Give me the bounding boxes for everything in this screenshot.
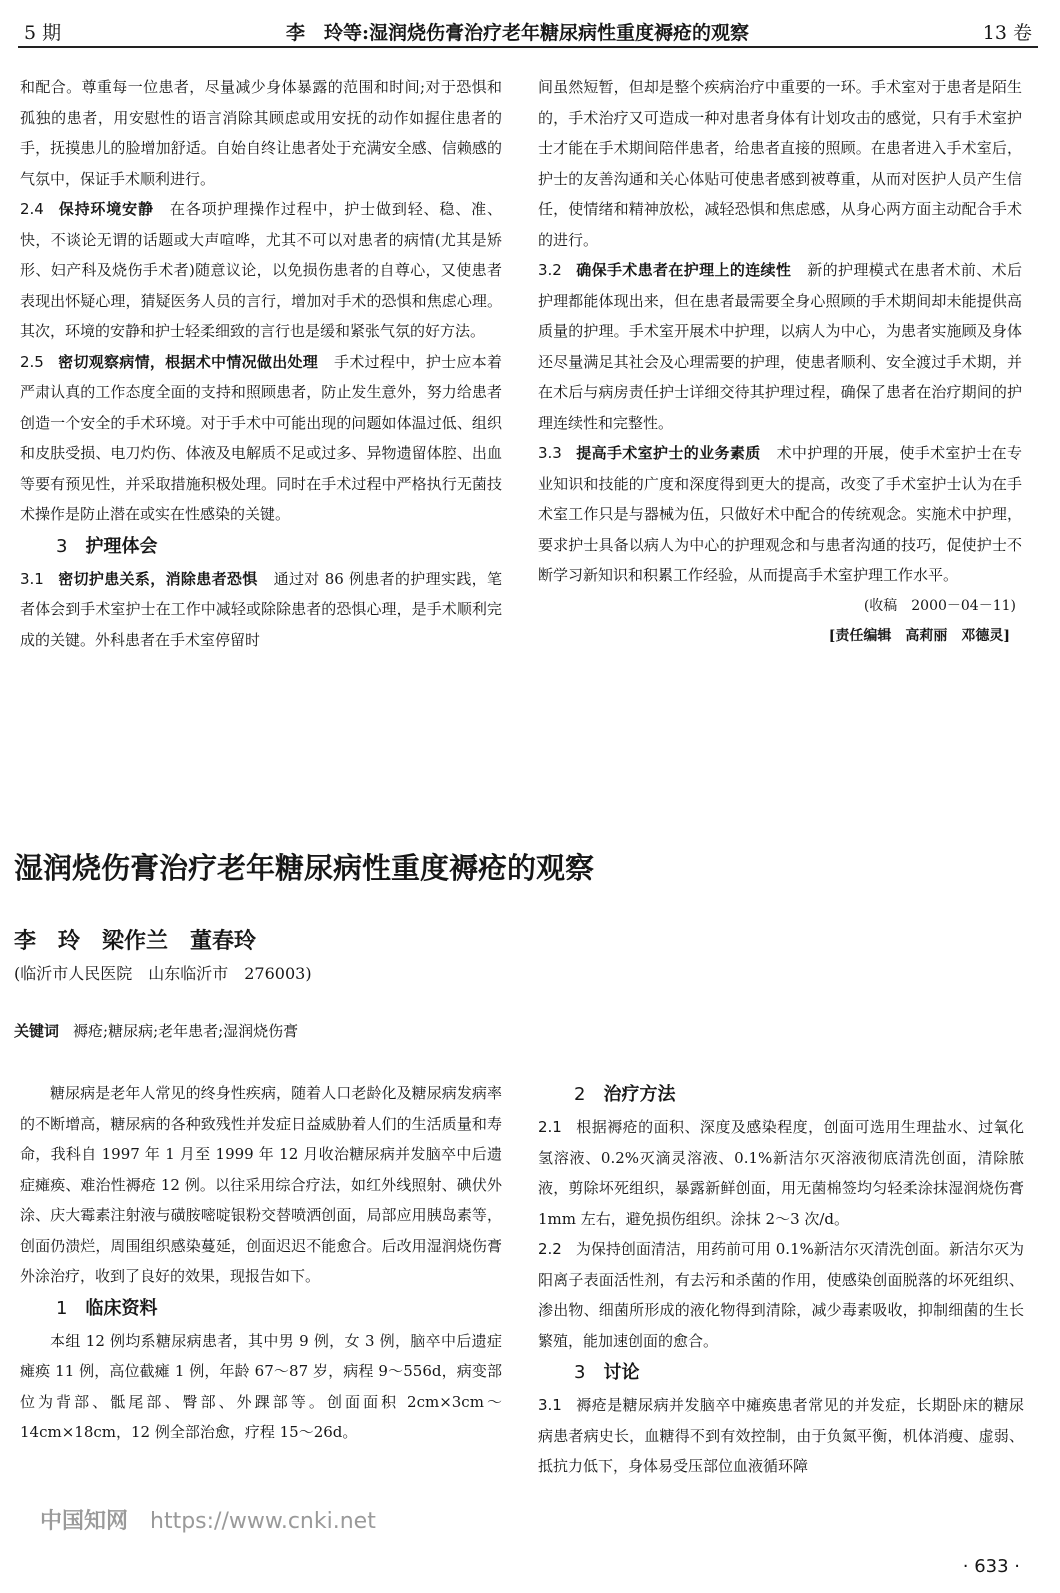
paragraph	[538, 1234, 1024, 1356]
subsection-number: 3.1	[20, 569, 44, 588]
section-title: 临床资料	[85, 1297, 158, 1319]
section-heading	[538, 1078, 1024, 1112]
keywords-line	[14, 1020, 298, 1041]
paragraph	[538, 1390, 1024, 1482]
page-number: · 633 ·	[962, 1556, 1020, 1577]
issue-label: 5 期	[24, 22, 62, 44]
subsection-number: 2.5	[20, 352, 44, 371]
top-left-column	[20, 72, 502, 655]
paragraph-text: 间虽然短暂，但却是整个疾病治疗中重要的一环。手术室对于患者是陌生的，手术治疗又可造成一种对患者身体有计划攻击的感觉，只有手术室护士才能在手术期间陪伴患者，给患者直接的照顾。在患者进入手术室后，护士的友善沟通和关心体贴可使患者感到被尊重，从而对医护人员产生信任，使情绪和精神放松，减轻恐惧和焦虑感，从身心两方面主动配合手术的进行。	[538, 78, 1022, 249]
subsection-number: 2.4	[20, 200, 44, 218]
paragraph-text: 在各项护理操作过程中，护士做到轻、稳、准、快，不谈论无谓的话题或大声喧哗，尤其不可以对患者的病情(尤其是矫形、妇产科及烧伤手术者)随意议论，以免损伤患者的自尊心，又使患者表现出怀疑心理，猜疑医务人员的言行，增加对手术的恐惧和焦虑心理。其次，环境的安静和护士轻柔细致的言行也是缓和紧张气氛的好方法。	[20, 200, 502, 340]
watermark-brand: 中国知网	[40, 1509, 129, 1534]
subsection-heading: 确保手术患者在护理上的连续性	[575, 261, 792, 279]
subsection-number: 3.2	[538, 261, 562, 279]
section-number: 1	[56, 1297, 68, 1319]
paragraph-text: 褥疮是糖尿病并发脑卒中瘫痪患者常见的并发症，长期卧床的糖尿病患者病史长，血糖得不到有效控制，由于负氮平衡，机体消瘦、虚弱、抵抗力低下，身体易受压部位血液循环障	[538, 1396, 1024, 1475]
paragraph-text: 术中护理的开展，使手术室护士在专业知识和技能的广度和深度得到更大的提高，改变了手术室护士认为在手术室工作只是与器械为伍，只做好术中配合的传统观念。实施术中护理，要求护士具备以病人为中心的护理观念和与患者沟通的技巧，促使护士不断学习新知识和积累工作经验，从而提高手术室护理工作水平。	[538, 444, 1022, 584]
paragraph	[20, 1326, 502, 1448]
paragraph	[20, 1078, 502, 1292]
subsection-heading: 保持环境安静	[57, 200, 154, 218]
subsection-heading: 密切护患关系，消除患者恐惧	[57, 569, 258, 588]
subsection-heading: 提高手术室护士的业务素质	[575, 444, 761, 462]
keywords-label: 关键词	[14, 1022, 60, 1040]
paragraph-text: 为保持创面清洁，用药前可用 0.1%新洁尔灭清洗创面。新洁尔灭为阳离子表面活性剂，有去污和杀菌的作用，使感染创面脱落的坏死组织、渗出物、细菌所形成的液化物得到清除，减少毒素吸收，抑制细菌的生长繁殖，能加速创面的愈合。	[538, 1240, 1024, 1350]
bottom-left-column	[20, 1078, 502, 1448]
subsection-number: 3.3	[538, 444, 562, 462]
paragraph	[20, 347, 502, 530]
running-header	[24, 14, 1032, 46]
paragraph-text: 根据褥疮的面积、深度及感染程度，创面可选用生理盐水、过氧化氢溶液、0.2%灭滴灵溶液、0.1%新洁尔灭溶液彻底清洗创面，清除脓液，剪除坏死组织，暴露新鲜创面，用无菌棉签均匀轻柔涂抹湿润烧伤膏 1mm 左右，避免损伤组织。涂抹 2～3 次/d。	[538, 1118, 1024, 1228]
section-number: 3	[574, 1362, 586, 1383]
section-title: 护理体会	[85, 535, 158, 557]
section-number: 3	[56, 535, 68, 557]
paragraph-text: 糖尿病是老年人常见的终身性疾病，随着人口老龄化及糖尿病发病率的不断增高，糖尿病的各种致残性并发症日益威胁着人们的生活质量和寿命，我科自 1997 年 1 月至 1999 年 12 月收治糖尿病并发脑卒中后遗症瘫痪、难治性褥疮 12 例。以往采用综合疗法，如红外线照射、碘伏外涂、庆大霉素注射液与磺胺嘧啶银粉交替喷洒创面，局部应用胰岛素等，创面仍溃烂，周围组织感染蔓延，创面迟迟不能愈合。后改用湿润烧伤膏外涂治疗，收到了良好的效果，现报告如下。	[20, 1084, 502, 1285]
paragraph	[20, 72, 502, 194]
running-title: 李 玲等:湿润烧伤膏治疗老年糖尿病性重度褥疮的观察	[286, 22, 750, 44]
bottom-right-column	[538, 1078, 1024, 1482]
keywords-text: 褥疮;糖尿病;老年患者;湿润烧伤膏	[73, 1022, 299, 1040]
volume-label: 13 卷	[982, 22, 1032, 44]
received-date: (收稿 2000－04－11)	[863, 597, 1016, 614]
header-rule	[18, 46, 1038, 48]
article-title: 湿润烧伤膏治疗老年糖尿病性重度褥疮的观察	[14, 851, 595, 885]
top-right-column	[538, 72, 1022, 652]
paragraph-text: 新的护理模式在患者术前、术后护理都能体现出来，但在患者最需要全身心照顾的手术期间却未能提供高质量的护理。手术室开展术中护理，以病人为中心，为患者实施顾及身体还尽量满足其社会及心理需要的护理，使患者顺利、安全渡过手术期，并在术后与病房责任护士详细交待其护理过程，确保了患者在治疗期间的护理连续性和完整性。	[538, 261, 1022, 432]
subsection-number: 2.2	[538, 1240, 562, 1258]
watermark-url: https://www.cnki.net	[150, 1509, 376, 1534]
section-heading	[20, 1292, 502, 1326]
paragraph	[20, 564, 502, 656]
responsible-editor: [责任编辑 高莉丽 邓德灵]	[828, 628, 1010, 644]
paragraph-text: 通过对 86 例患者的护理实践，笔者体会到手术室护士在工作中减轻或除除患者的恐惧心理，是手术顺利完成的关键。外科患者在手术室停留时	[20, 569, 502, 649]
section-title: 讨论	[603, 1362, 640, 1383]
section-heading	[20, 530, 502, 564]
paragraph-text: 和配合。尊重每一位患者，尽量减少身体暴露的范围和时间;对于恐惧和孤独的患者，用安慰性的语言消除其顾虑或用安抚的动作如握住患者的手，抚摸患儿的脸增加舒适。自始自终让患者处于充满安全感、信赖感的气氛中，保证手术顺利进行。	[20, 78, 502, 188]
paragraph	[20, 194, 502, 347]
paragraph	[538, 1112, 1024, 1234]
subsection-number: 3.1	[538, 1396, 562, 1414]
section-title: 治疗方法	[603, 1084, 676, 1105]
paragraph	[538, 72, 1022, 255]
paragraph-text: 手术过程中，护士应本着严肃认真的工作态度全面的支持和照顾患者，防止发生意外，努力给患者创造一个安全的手术环境。对于手术中可能出现的问题如体温过低、组织和皮肤受损、电刀灼伤、体液及电解质不足或过多、异物遗留体腔、出血等要有预见性，并采取措施积极处理。同时在手术过程中严格执行无菌技术操作是防止潜在或实在性感染的关键。	[20, 352, 502, 523]
article-authors: 李 玲 梁作兰 董春玲	[14, 929, 257, 954]
paragraph	[538, 438, 1022, 591]
section-number: 2	[574, 1084, 586, 1105]
subsection-number: 2.1	[538, 1118, 562, 1136]
paragraph-text: 本组 12 例均系糖尿病患者，其中男 9 例，女 3 例，脑卒中后遗症瘫痪 11 例，高位截瘫 1 例，年龄 67～87 岁，病程 9～556d，病变部位为背部、骶尾部、臀部、外踝部等。创面面积 2cm×3cm～14cm×18cm，12 例全部治愈，疗程 15～26d。	[20, 1331, 502, 1441]
subsection-heading: 密切观察病情，根据术中情况做出处理	[57, 352, 319, 371]
article-affiliation: (临沂市人民医院 山东临沂市 276003)	[14, 964, 312, 983]
paragraph	[538, 255, 1022, 438]
section-heading	[538, 1356, 1024, 1390]
cnki-watermark	[40, 1504, 376, 1535]
